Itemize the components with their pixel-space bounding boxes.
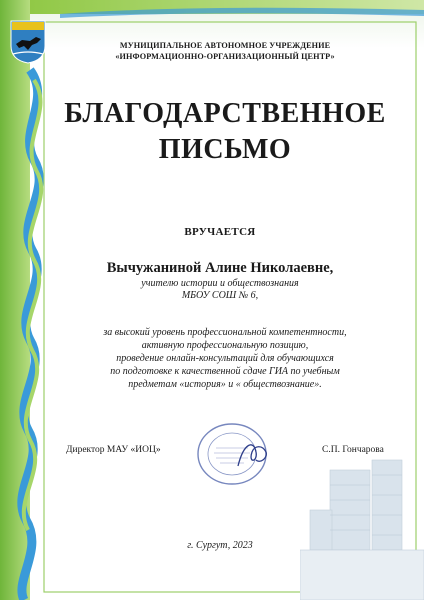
- place-date: г. Сургут, 2023: [187, 540, 253, 551]
- stamp-icon: [196, 422, 280, 486]
- organization-line-2: «ИНФОРМАЦИОННО-ОРГАНИЗАЦИОННЫЙ ЦЕНТР»: [115, 52, 335, 61]
- organization-name: [70, 40, 380, 62]
- organization-line-1: МУНИЦИПАЛЬНОЕ АВТОНОМНОЕ УЧРЕЖДЕНИЕ: [119, 41, 331, 50]
- title-line-1: БЛАГОДАРСТВЕННОЕ: [64, 98, 386, 129]
- position-line-1: учителю истории и обществознания: [141, 278, 299, 289]
- reason-text: [70, 326, 380, 391]
- reason-line-2: активную профессиональную позицию,: [141, 340, 309, 351]
- recipient-position: [110, 278, 330, 302]
- director-name: С.П. Гончарова: [322, 445, 384, 455]
- position-line-2: МБОУ СОШ № 6,: [181, 290, 259, 301]
- document-title: [60, 96, 390, 168]
- buildings-illustration: [300, 450, 424, 600]
- crest-icon: [10, 20, 46, 64]
- reason-line-5: предметам «история» и « обществознание».: [128, 379, 322, 390]
- awarded-label: ВРУЧАЕТСЯ: [184, 226, 256, 238]
- reason-line-3: проведение онлайн-консультаций для обучающихся: [116, 353, 334, 364]
- reason-line-4: по подготовке к качественной сдаче ГИА по учебным: [110, 366, 340, 377]
- director-label: Директор МАУ «ИОЦ»: [66, 445, 161, 455]
- reason-line-1: за высокий уровень профессиональной компетентности,: [103, 327, 347, 338]
- recipient-name: Вычужаниной Алине Николаевне,: [106, 260, 334, 276]
- title-line-2: ПИСЬМО: [158, 134, 292, 165]
